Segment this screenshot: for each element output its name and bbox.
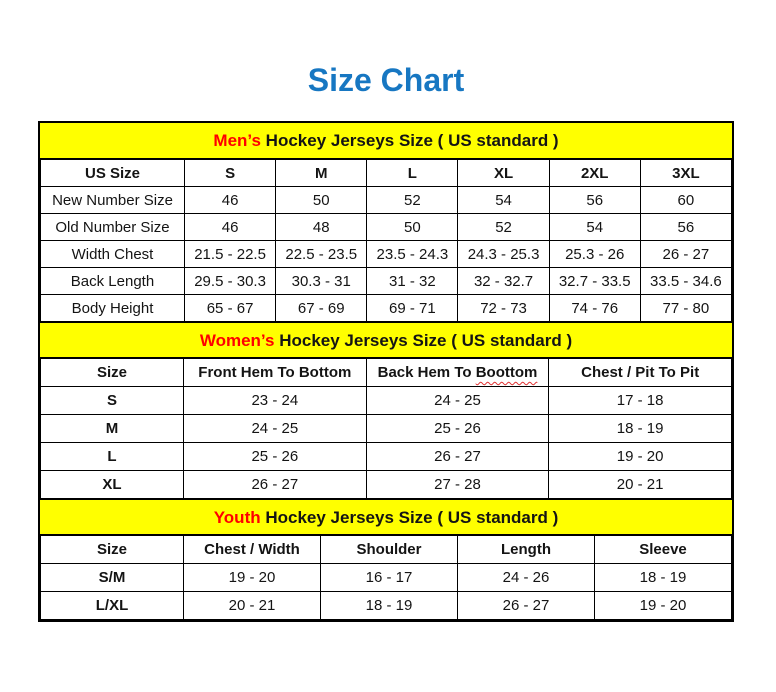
size-value-cell: 16 - 17 bbox=[321, 564, 458, 592]
youth-size-section bbox=[40, 499, 732, 620]
row-label: Back Length bbox=[41, 268, 185, 295]
section-heading-text: Hockey Jerseys Size ( US standard ) bbox=[260, 508, 559, 527]
row-label: L bbox=[41, 443, 184, 471]
table-row bbox=[41, 241, 732, 268]
column-header: Chest / Width bbox=[184, 536, 321, 564]
size-value-cell: 56 bbox=[549, 187, 640, 214]
size-value-cell: 31 - 32 bbox=[367, 268, 458, 295]
table-row bbox=[41, 268, 732, 295]
youth-section-heading bbox=[40, 499, 732, 535]
size-value-cell: 18 - 19 bbox=[595, 564, 732, 592]
size-value-cell: 48 bbox=[276, 214, 367, 241]
table-row bbox=[41, 387, 732, 415]
table-row bbox=[41, 443, 732, 471]
header-row bbox=[41, 160, 732, 187]
header-row bbox=[41, 359, 732, 387]
row-label: New Number Size bbox=[41, 187, 185, 214]
size-value-cell: 25 - 26 bbox=[366, 415, 549, 443]
column-header: Length bbox=[458, 536, 595, 564]
row-label: S/M bbox=[41, 564, 184, 592]
column-header: Front Hem To Bottom bbox=[184, 359, 367, 387]
row-label: Old Number Size bbox=[41, 214, 185, 241]
column-header: 2XL bbox=[549, 160, 640, 187]
column-header: M bbox=[276, 160, 367, 187]
column-header: XL bbox=[458, 160, 549, 187]
column-header: US Size bbox=[41, 160, 185, 187]
size-value-cell: 69 - 71 bbox=[367, 295, 458, 322]
size-value-cell: 72 - 73 bbox=[458, 295, 549, 322]
section-heading-highlight: Youth bbox=[213, 508, 261, 527]
size-value-cell: 26 - 27 bbox=[184, 471, 367, 499]
size-value-cell: 50 bbox=[367, 214, 458, 241]
mens-size-table bbox=[40, 159, 732, 322]
womens-section-heading bbox=[40, 322, 732, 358]
misspelled-word: Boottom bbox=[475, 364, 538, 381]
table-row bbox=[41, 592, 732, 620]
size-value-cell: 19 - 20 bbox=[549, 443, 732, 471]
size-value-cell: 21.5 - 22.5 bbox=[185, 241, 276, 268]
size-value-cell: 32.7 - 33.5 bbox=[549, 268, 640, 295]
size-value-cell: 18 - 19 bbox=[321, 592, 458, 620]
row-label: L/XL bbox=[41, 592, 184, 620]
size-value-cell: 29.5 - 30.3 bbox=[185, 268, 276, 295]
table-row bbox=[41, 214, 732, 241]
size-value-cell: 27 - 28 bbox=[366, 471, 549, 499]
mens-size-section bbox=[40, 123, 732, 322]
row-label: Width Chest bbox=[41, 241, 185, 268]
size-value-cell: 54 bbox=[458, 187, 549, 214]
table-row bbox=[41, 187, 732, 214]
row-label: S bbox=[41, 387, 184, 415]
size-value-cell: 56 bbox=[640, 214, 731, 241]
size-value-cell: 54 bbox=[549, 214, 640, 241]
size-value-cell: 25.3 - 26 bbox=[549, 241, 640, 268]
column-header: Size bbox=[41, 359, 184, 387]
size-value-cell: 52 bbox=[458, 214, 549, 241]
mens-section-heading bbox=[40, 123, 732, 159]
column-header: Chest / Pit To Pit bbox=[549, 359, 732, 387]
column-header: L bbox=[367, 160, 458, 187]
column-header: S bbox=[185, 160, 276, 187]
size-value-cell: 52 bbox=[367, 187, 458, 214]
column-header: Sleeve bbox=[595, 536, 732, 564]
youth-size-table bbox=[40, 535, 732, 620]
womens-size-table bbox=[40, 358, 732, 499]
size-value-cell: 30.3 - 31 bbox=[276, 268, 367, 295]
size-value-cell: 26 - 27 bbox=[640, 241, 731, 268]
size-value-cell: 23 - 24 bbox=[184, 387, 367, 415]
size-value-cell: 24 - 26 bbox=[458, 564, 595, 592]
size-value-cell: 24 - 25 bbox=[184, 415, 367, 443]
page-title: Size Chart bbox=[307, 62, 465, 98]
size-value-cell: 19 - 20 bbox=[595, 592, 732, 620]
womens-size-section bbox=[40, 322, 732, 499]
row-label: XL bbox=[41, 471, 184, 499]
table-row bbox=[41, 471, 732, 499]
size-value-cell: 77 - 80 bbox=[640, 295, 731, 322]
section-heading-highlight: Women’s bbox=[199, 331, 275, 350]
size-value-cell: 26 - 27 bbox=[366, 443, 549, 471]
row-label: Body Height bbox=[41, 295, 185, 322]
size-value-cell: 23.5 - 24.3 bbox=[367, 241, 458, 268]
size-value-cell: 18 - 19 bbox=[549, 415, 732, 443]
row-label: M bbox=[41, 415, 184, 443]
size-value-cell: 19 - 20 bbox=[184, 564, 321, 592]
size-value-cell: 20 - 21 bbox=[549, 471, 732, 499]
column-header: Shoulder bbox=[321, 536, 458, 564]
size-value-cell: 50 bbox=[276, 187, 367, 214]
header-row bbox=[41, 536, 732, 564]
size-value-cell: 25 - 26 bbox=[184, 443, 367, 471]
size-value-cell: 67 - 69 bbox=[276, 295, 367, 322]
size-chart-table-group bbox=[38, 121, 734, 622]
table-row bbox=[41, 415, 732, 443]
size-value-cell: 60 bbox=[640, 187, 731, 214]
table-row bbox=[41, 295, 732, 322]
section-heading-highlight: Men’s bbox=[213, 131, 261, 150]
table-row bbox=[41, 564, 732, 592]
size-value-cell: 32 - 32.7 bbox=[458, 268, 549, 295]
size-value-cell: 17 - 18 bbox=[549, 387, 732, 415]
section-heading-text: Hockey Jerseys Size ( US standard ) bbox=[260, 131, 559, 150]
size-value-cell: 74 - 76 bbox=[549, 295, 640, 322]
size-value-cell: 20 - 21 bbox=[184, 592, 321, 620]
size-value-cell: 22.5 - 23.5 bbox=[276, 241, 367, 268]
column-header: Size bbox=[41, 536, 184, 564]
column-header bbox=[366, 359, 549, 387]
size-value-cell: 65 - 67 bbox=[185, 295, 276, 322]
size-value-cell: 46 bbox=[185, 214, 276, 241]
column-header-text: Back Hem To bbox=[377, 364, 476, 381]
column-header: 3XL bbox=[640, 160, 731, 187]
size-value-cell: 24.3 - 25.3 bbox=[458, 241, 549, 268]
size-value-cell: 33.5 - 34.6 bbox=[640, 268, 731, 295]
section-heading-text: Hockey Jerseys Size ( US standard ) bbox=[274, 331, 573, 350]
size-value-cell: 24 - 25 bbox=[366, 387, 549, 415]
size-value-cell: 46 bbox=[185, 187, 276, 214]
size-value-cell: 26 - 27 bbox=[458, 592, 595, 620]
